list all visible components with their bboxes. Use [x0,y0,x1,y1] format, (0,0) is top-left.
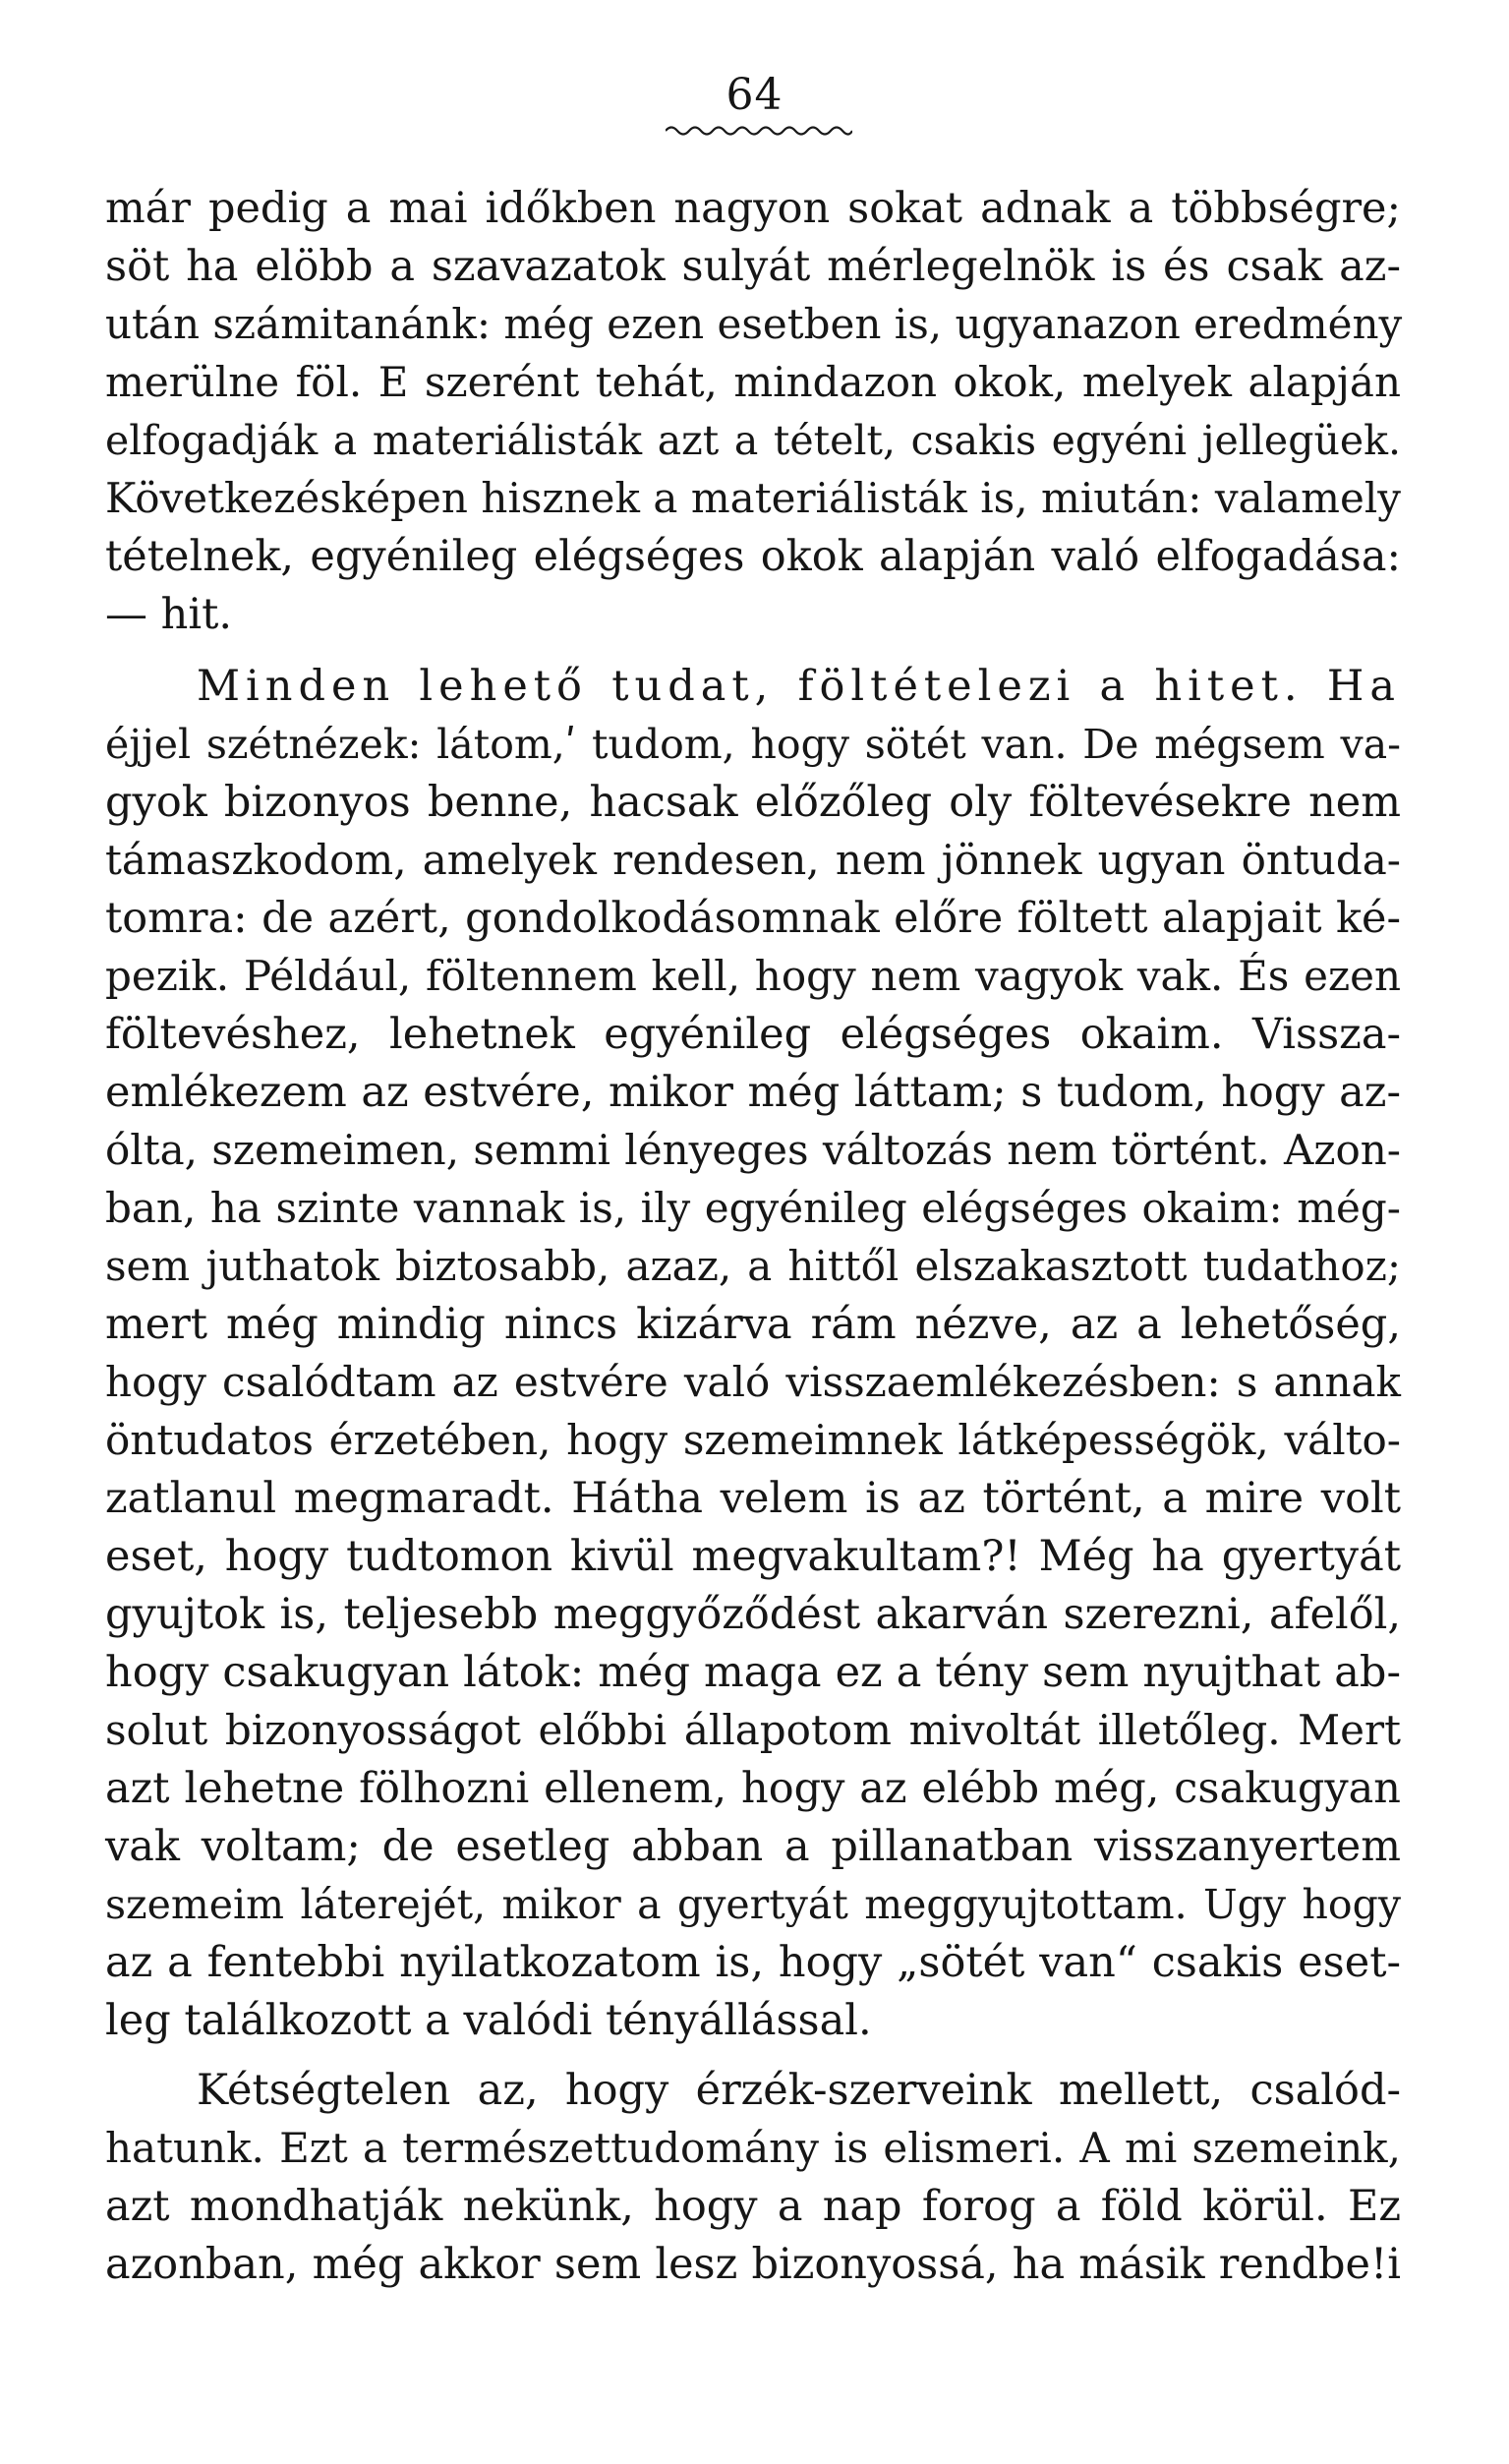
text-line: vak voltam; de esetleg abban a pillanatban visszanyertem [105,1822,1401,1871]
page-number: 64 [725,70,784,120]
text-line: öntudatos érzetében, hogy szemeimnek látképességök, válto- [105,1416,1401,1464]
text-line: azt mondhatják nekünk, hogy a nap forog a föld körül. Ez [105,2182,1401,2231]
paragraph-start-line: Minden lehető tudat, föltételezi a hitet. Ha [197,662,1401,711]
text-line: mert még mindig nincs kizárva rám nézve, az a lehetőség, [105,1300,1401,1349]
text-line: hogy csakugyan látok: még maga ez a tény sem nyujthat ab- [105,1648,1401,1697]
text-line: már pedig a mai időkben nagyon sokat adnak a többségre; [105,184,1401,233]
text-line: tételnek, egyénileg elégséges okok alapján való elfogadása: [105,532,1401,581]
text-line: hogy csalódtam az estvére való visszaemlékezésben: s annak [105,1358,1401,1406]
text-line: emlékezem az estvére, mikor még láttam; s tudom, hogy az- [105,1068,1401,1117]
text-line: az a fentebbi nyilatkozatom is, hogy „sötét van“ csakis eset- [105,1938,1401,1987]
text-line: hatunk. Ezt a természettudomány is elismeri. A mi szemeink, [105,2124,1401,2172]
text-line: azonban, még akkor sem lesz bizonyossá, ha másik rendbe!i [105,2240,1401,2289]
paragraph-start-line: Kétségtelen az, hogy érzék-szerveink mellett, csalód- [197,2066,1401,2115]
text-line: gyujtok is, teljesebb meggyőződést akarván szerezni, afelől, [105,1590,1401,1639]
wavy-ornament-divider [666,124,852,138]
text-line: ban, ha szinte vannak is, ily egyénileg elégséges okaim: még- [105,1184,1401,1232]
text-line: ólta, szemeimen, semmi lényeges változás nem történt. Azon- [105,1126,1401,1174]
text-line: gyok bizonyos benne, hacsak előzőleg oly föltevésekre nem [105,778,1401,827]
text-line: elfogadják a materiálisták azt a tételt, csakis egyéni jellegüek. [105,417,1401,464]
text-line: söt ha elöbb a szavazatok sulyát mérlegelnök is és csak az- [105,242,1401,291]
text-line: — hit. [105,590,233,639]
text-line: eset, hogy tudtomon kivül megvakultam?! Még ha gyertyát [105,1532,1401,1581]
text-line: zatlanul megmaradt. Hátha velem is az történt, a mire volt [105,1474,1401,1523]
text-line: éjjel szétnézek: látom,ʹ tudom, hogy sötét van. De mégsem va- [105,721,1401,768]
text-line: Következésképen hisznek a materiálisták is, miután: valamely [105,474,1401,522]
text-line: föltevéshez, lehetnek egyénileg elégséges okaim. Vissza- [105,1010,1401,1059]
text-line: merülne föl. E szerént tehát, mindazon okok, melyek alapján [105,358,1401,406]
text-line: pezik. Például, föltennem kell, hogy nem vagyok vak. És ezen [105,952,1401,1000]
text-line: után számitanánk: még ezen esetben is, ugyanazon eredmény [105,300,1403,348]
text-line: támaszkodom, amelyek rendesen, nem jönnek ugyan öntuda- [105,836,1401,884]
text-line: szemeim láterejét, mikor a gyertyát meggyujtottam. Ugy hogy [105,1881,1401,1928]
text-line: solut bizonyosságot előbbi állapotom mivoltát illetőleg. Mert [105,1706,1401,1754]
text-line: leg találkozott a valódi tényállással. [105,1996,872,2045]
text-line: azt lehetne fölhozni ellenem, hogy az elébb még, csakugyan [105,1764,1401,1813]
text-line: tomra: de azért, gondolkodásomnak előre föltett alapjait ké- [105,894,1401,943]
text-line: sem juthatok biztosabb, azaz, a hittől elszakasztott tudathoz; [105,1242,1401,1290]
